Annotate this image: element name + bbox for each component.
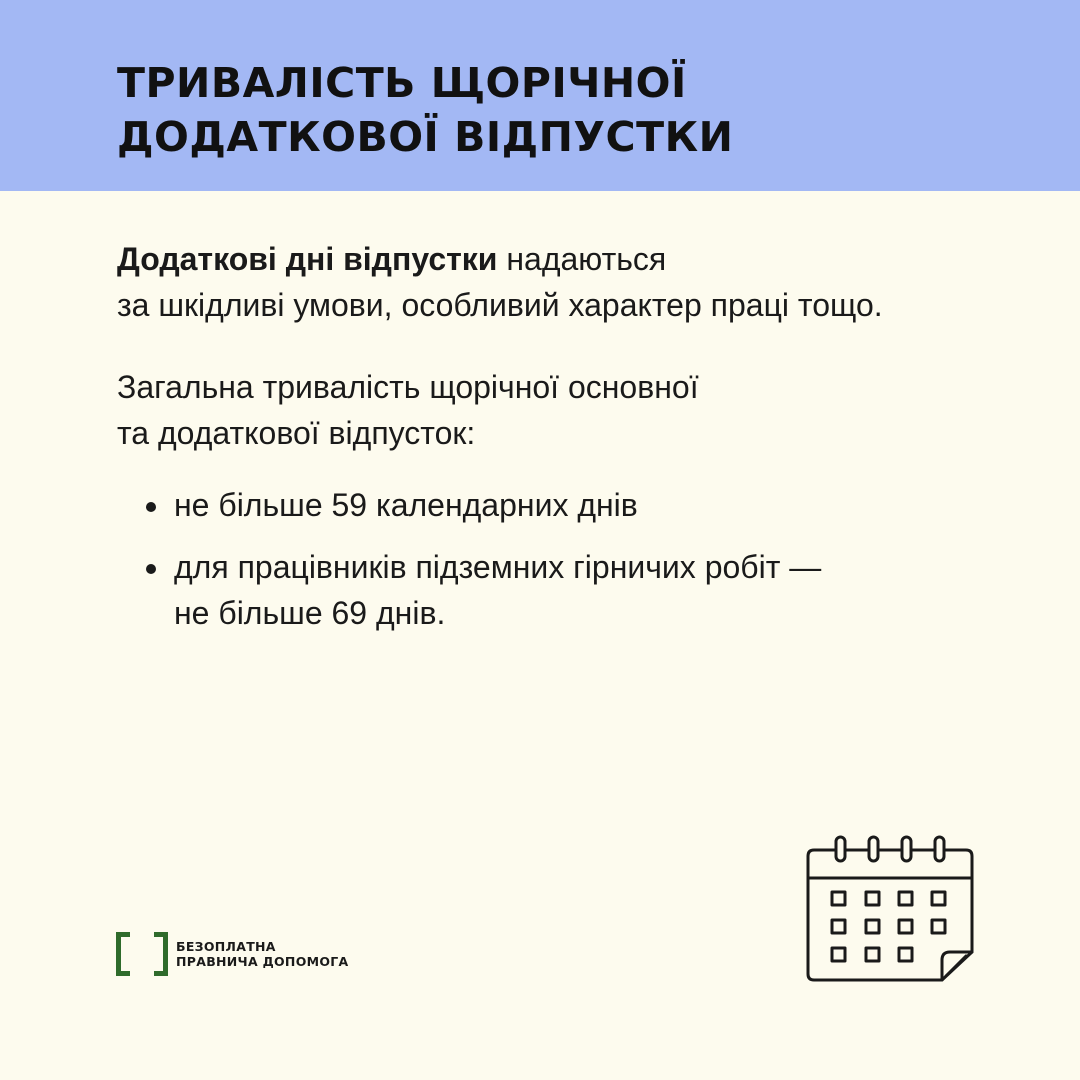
brackets-logo-icon	[116, 932, 168, 976]
list-item-text-continued: не більше 69 днів.	[174, 595, 446, 631]
intro-paragraph	[117, 236, 1017, 328]
page-title	[117, 56, 733, 164]
organization-logo	[116, 932, 349, 976]
bullet-dot-icon	[146, 564, 156, 574]
logo-text	[176, 939, 349, 969]
main-content	[117, 236, 1017, 652]
list-item-text: не більше 59 календарних днів	[174, 487, 638, 523]
bullet-dot-icon	[146, 502, 156, 512]
intro-bold-text: Додаткові дні відпустки	[117, 241, 498, 277]
list-item	[117, 544, 1017, 636]
list-item-text: для працівників підземних гірничих робіт —	[174, 549, 822, 585]
page-title-line-2: ДОДАТКОВОЇ ВІДПУСТКИ	[117, 113, 734, 161]
intro-line-1	[117, 236, 1017, 282]
intro-line-2: за шкідливі умови, особливий характер праці тощо.	[117, 287, 883, 323]
header-banner	[0, 0, 1080, 191]
total-line-1: Загальна тривалість щорічної основної	[117, 369, 699, 405]
calendar-icon	[800, 830, 980, 990]
list-item	[117, 482, 1017, 528]
logo-text-line-1: БЕЗОПЛАТНА	[176, 939, 276, 954]
total-duration-paragraph	[117, 364, 1017, 456]
intro-rest-text: надаються	[497, 241, 667, 277]
page-title-line-1: ТРИВАЛІСТЬ ЩОРІЧНОЇ	[117, 59, 687, 107]
logo-text-line-2: ПРАВНИЧА ДОПОМОГА	[176, 954, 349, 969]
duration-list	[117, 482, 1017, 636]
total-line-2: та додаткової відпусток:	[117, 415, 476, 451]
